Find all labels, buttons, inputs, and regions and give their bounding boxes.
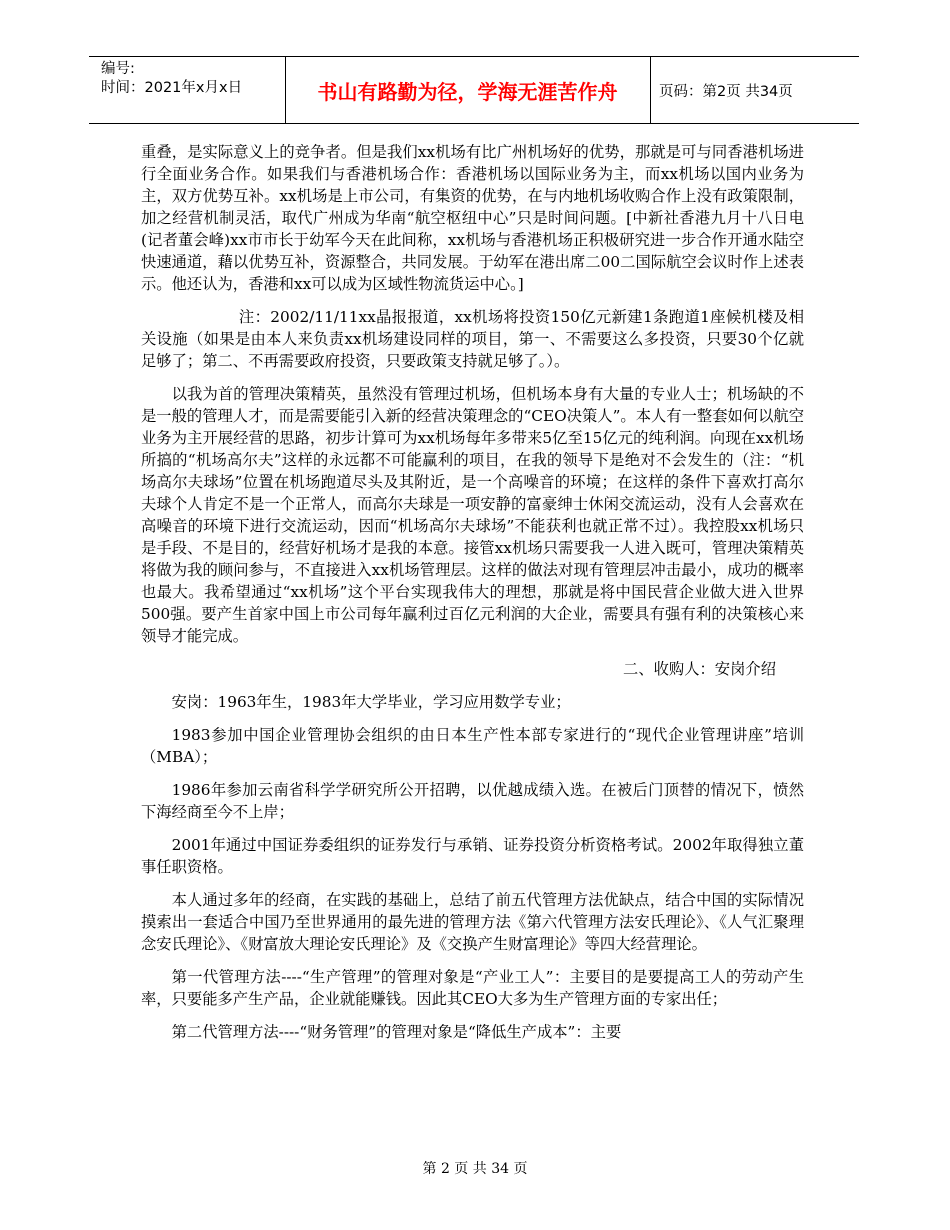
body-paragraph: 以我为首的管理决策精英，虽然没有管理过机场，但机场本身有大量的专业人士；机场缺的不是一般的管理人才，而是需要能引入新的经营决策理念的“CEO决策人”。本人有一整套如何以航空业务为主开展经营的思路，初步计算可为xx机场每年多带来5亿至15亿元的纯利润。向现在xx机场所搞的“机场高尔夫”这样的永远都不可能赢利的项目，在我的领导下是绝对不会发生的（注：“机场高尔夫球场”位置在机场跑道尽头及其附近，是一个高噪音的环境；在这样的条件下喜欢打高尔夫球个人肯定不是一个正常人，而高尔夫球是一项安静的富豪绅士休闲交流运动，没有人会喜欢在高噪音的环境下进行交流运动，因而“机场高尔夫球场”不能获利也就正常不过）。我控股xx机场只是手段、不是目的，经营好机场才是我的本意。接管xx机场只需要我一人进入既可，管理决策精英将做为我的顾问参与，不直接进入xx机场管理层。这样的做法对现有管理层冲击最小，成功的概率也最大。我希望通过“xx机场”这个平台实现我伟大的理想，那就是将中国民营企业做大进入世界500强。要产生首家中国上市公司每年赢利过百亿元利润的大企业，需要具有强有利的决策核心来领导才能完成。 bbox=[141, 385, 804, 645]
header-divider bbox=[650, 57, 651, 123]
body-paragraph: 1983参加中国企业管理协会组织的由日本生产性本部专家进行的“现代企业管理讲座”培训（MBA）； bbox=[141, 726, 804, 766]
body-paragraph: 本人通过多年的经商，在实践的基础上，总结了前五代管理方法优缺点，结合中国的实际情况摸索出一套适合中国乃至世界通用的最先进的管理方法《第六代管理方法安氏理论》、《人气汇聚理念安氏理论》、《财富放大理论安氏理论》及《交换产生财富理论》等四大经营理论。 bbox=[141, 891, 804, 953]
body-paragraph: 1986年参加云南省科学学研究所公开招聘，以优越成绩入选。在被后门顶替的情况下，愤然下海经商至今不上岸； bbox=[141, 781, 804, 821]
note-paragraph: 注：2002/11/11xx晶报报道，xx机场将投资150亿元新建1条跑道1座候机楼及相关设施（如果是由本人来负责xx机场建设同样的项目，第一、不需要这么多投资，只要30个亿就足够了；第二、不再需要政府投资，只要政策支持就足够了。）。 bbox=[141, 308, 804, 370]
body-paragraph: 2001年通过中国证券委组织的证券发行与承销、证券投资分析资格考试。2002年取得独立董事任职资格。 bbox=[141, 836, 804, 876]
body-paragraph: 第二代管理方法----“财务管理”的管理对象是“降低生产成本”：主要 bbox=[171, 1023, 622, 1041]
page-footer: 第 2 页 共 34 页 bbox=[422, 1161, 528, 1177]
body-paragraph: 重叠，是实际意义上的竞争者。但是我们xx机场有比广州机场好的优势，那就是可与同香港机场进行全面业务合作。如果我们与香港机场合作：香港机场以国际业务为主，而xx机场以国内业务为主，双方优势互补。xx机场是上市公司，有集资的优势，在与内地机场收购合作上没有政策限制，加之经营机制灵活，取代广州成为华南“航空枢纽中心”只是时间问题。[中新社香港九月十八日电(记者董会峰)xx市市长于幼军今天在此间称，xx机场与香港机场正积极研究进一步合作开通水陆空快速通道，藉以优势互补，资源整合，共同发展。于幼军在港出席二00二国际航空会议时作上述表示。他还认为，香港和xx可以成为区域性物流货运中心。] bbox=[141, 143, 804, 293]
header-motto: 书山有路勤为径，学海无涯苦作舟 bbox=[317, 79, 618, 104]
body-paragraph: 安岗：1963年生，1983年大学毕业，学习应用数学专业； bbox=[171, 693, 571, 711]
document-number-label: 编号: bbox=[101, 61, 135, 77]
body-paragraph: 第一代管理方法----“生产管理”的管理对象是“产业工人”：主要目的是要提高工人的劳动产生率，只要能多产生产品，企业就能赚钱。因此其CEO大多为生产管理方面的专家出任； bbox=[141, 968, 804, 1008]
document-time-label: 时间：2021年x月x日 bbox=[101, 80, 243, 96]
document-body bbox=[141, 141, 804, 1043]
header-page-count: 页码：第2页 共34页 bbox=[659, 83, 793, 100]
header-meta bbox=[101, 60, 242, 98]
section-heading: 二、收购人：安岗介绍 bbox=[623, 660, 776, 678]
page-header bbox=[89, 56, 859, 124]
